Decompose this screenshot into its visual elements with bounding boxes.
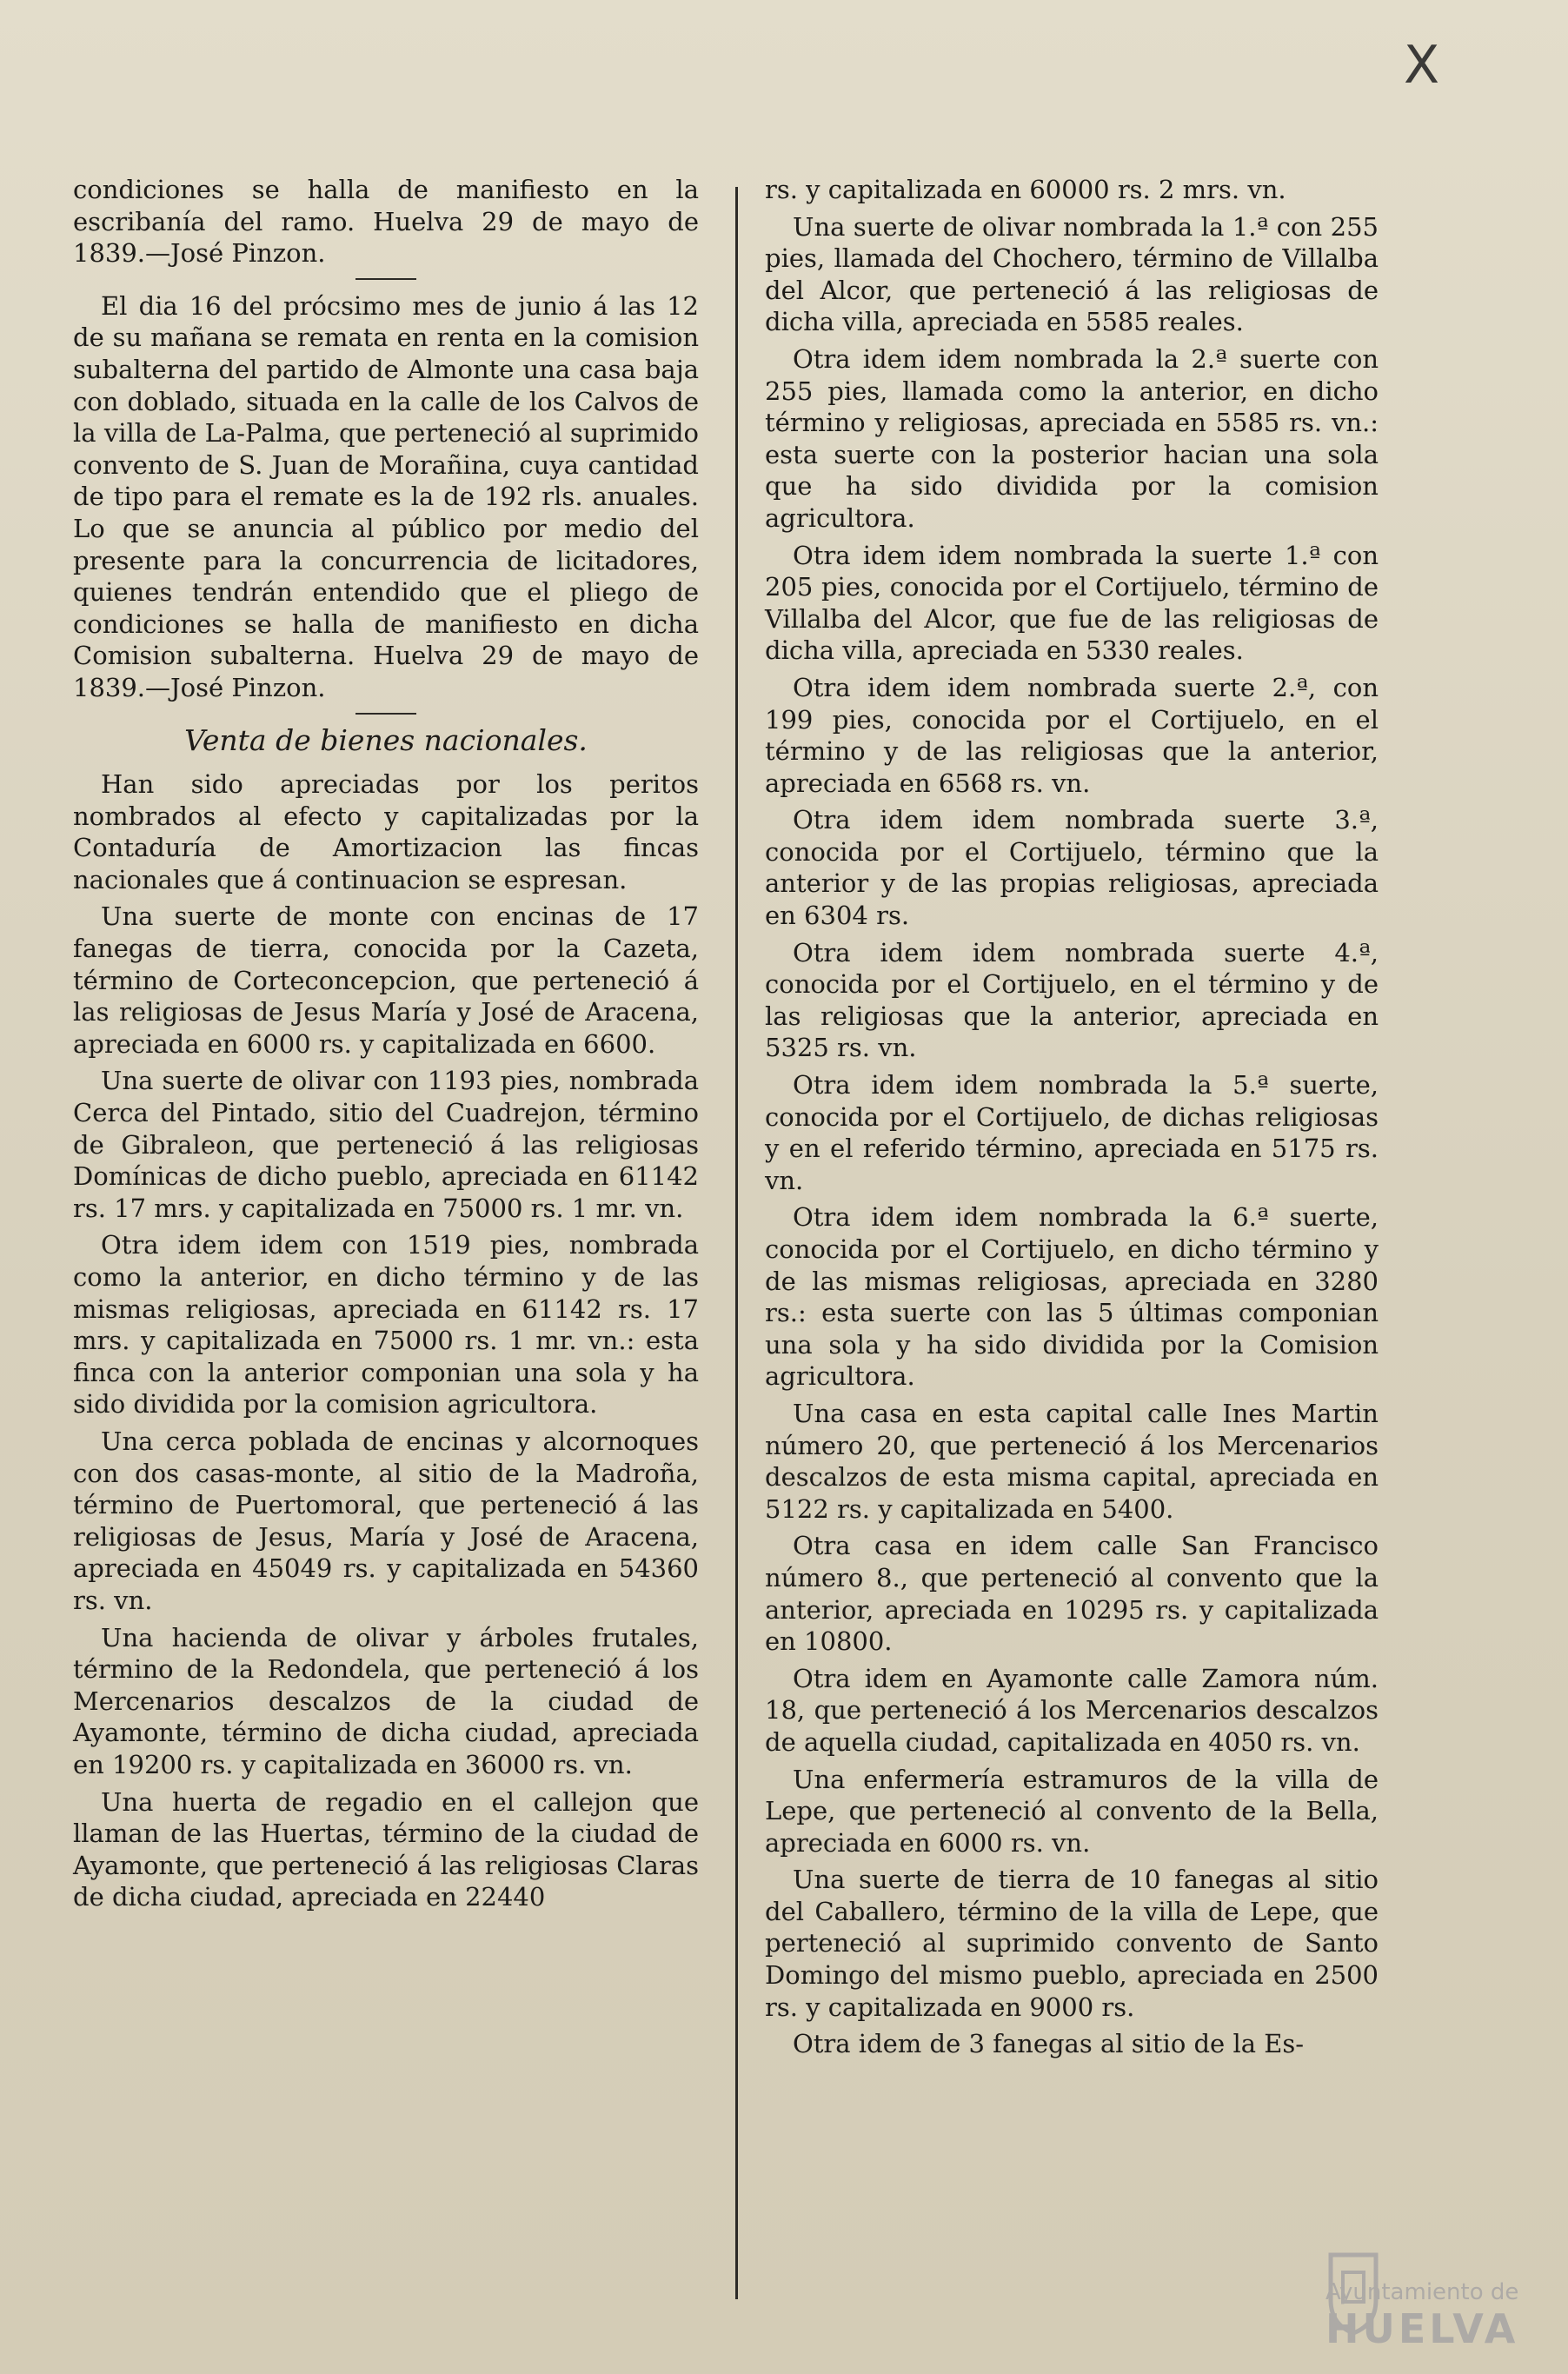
- paragraph: Otra idem idem nombrada la 6.ª suerte, conocida por el Cortijuelo, en dicho término y de las mismas religiosas, apreciada en 3280 rs.: esta suerte con las 5 últimas componian una sola y ha sido dividida por la Comision agricultora.: [765, 1202, 1379, 1392]
- separator: [355, 278, 416, 280]
- corner-handwritten-mark: X: [1404, 35, 1440, 96]
- paragraph: Otra idem en Ayamonte calle Zamora núm. 18, que perteneció á los Mercenarios descalzos de aquella ciudad, capitalizada en 4050 rs. vn.: [765, 1663, 1379, 1757]
- watermark-line1: Ayuntamiento de: [1325, 2279, 1519, 2305]
- paragraph: Otra idem idem nombrada suerte 3.ª, conocida por el Cortijuelo, término que la anterior y de las propias religiosas, apreciada en 6304 rs.: [765, 805, 1379, 931]
- left-column: [73, 174, 699, 1918]
- paragraph: Otra idem idem nombrada suerte 2.ª, con 199 pies, conocida por el Cortijuelo, en el término y de las religiosas que la anterior, apreciada en 6568 rs. vn.: [765, 672, 1379, 798]
- paragraph: Otra idem idem nombrada la 2.ª suerte con 255 pies, llamada como la anterior, en dicho término y religiosas, apreciada en 5585 rs. vn.: esta suerte con la posterior hacian una sola que ha sido dividida por la comision agricultora.: [765, 343, 1379, 533]
- paragraph: Otra idem idem nombrada la 5.ª suerte, conocida por el Cortijuelo, de dichas religiosas y en el referido término, apreciada en 5175 rs. vn.: [765, 1070, 1379, 1195]
- section-heading: Venta de bienes nacionales.: [184, 722, 588, 757]
- column-divider: [735, 187, 738, 2299]
- paragraph: Una suerte de tierra de 10 fanegas al sitio del Caballero, término de la villa de Lepe, que perteneció al suprimido convento de Santo Domingo del mismo pueblo, apreciada en 2500 rs. y capitalizada en 9000 rs.: [765, 1865, 1379, 2022]
- paragraph: Una cerca poblada de encinas y alcornoques con dos casas-monte, al sitio de la Madroña, término de Puertomoral, que perteneció á las religiosas de Jesus, María y José de Aracena, apreciada en 45049 rs. y capitalizada en 54360 rs. vn.: [73, 1426, 699, 1615]
- paragraph: Una hacienda de olivar y árboles frutales, término de la Redondela, que perteneció á los Mercenarios descalzos de la ciudad de Ayamonte, término de dicha ciudad, apreciada en 19200 rs. y capitalizada en 36000 rs. vn.: [73, 1622, 699, 1779]
- paragraph: Una enfermería estramuros de la villa de Lepe, que perteneció al convento de la Bella, apreciada en 6000 rs. vn.: [765, 1764, 1379, 1858]
- paragraph: Una suerte de olivar con 1193 pies, nombrada Cerca del Pintado, sitio del Cuadrejon, término de Gibraleon, que perteneció á las religiosas Domínicas de dicho pueblo, apreciada en 61142 rs. 17 mrs. y capitalizada en 75000 rs. 1 mr. vn.: [73, 1066, 699, 1223]
- paragraph: Otra idem idem nombrada suerte 4.ª, conocida por el Cortijuelo, en el término y de las religiosas que la anterior, apreciada en 5325 rs. vn.: [765, 937, 1379, 1063]
- paragraph: Una suerte de monte con encinas de 17 fanegas de tierra, conocida por la Cazeta, término de Corteconcepcion, que perteneció á las religiosas de Jesus María y José de Aracena, apreciada en 6000 rs. y capitalizada en 6600.: [73, 901, 699, 1059]
- paragraph: Han sido apreciadas por los peritos nombrados al efecto y capitalizadas por la Contaduría de Amortizacion las fincas nacionales que á continuacion se espresan.: [73, 769, 699, 894]
- paragraph: Una casa en esta capital calle Ines Martin número 20, que perteneció á los Mercenarios descalzos de esta misma capital, apreciada en 5122 rs. y capitalizada en 5400.: [765, 1398, 1379, 1524]
- paragraph: Otra casa en idem calle San Francisco número 8., que perteneció al convento que la anterior, apreciada en 10295 rs. y capitalizada en 10800.: [765, 1531, 1379, 1657]
- paragraph: Otra idem idem nombrada la suerte 1.ª con 205 pies, conocida por el Cortijuelo, término de Villalba del Alcor, que fue de las religiosas de dicha villa, apreciada en 5330 reales.: [765, 540, 1379, 666]
- separator: [355, 713, 416, 715]
- archive-watermark: [1325, 2241, 1568, 2371]
- paragraph: El dia 16 del prócsimo mes de junio á las 12 de su mañana se remata en renta en la comision subalterna del partido de Almonte una casa baja con doblado, situada en la calle de los Calvos de la villa de La-Palma, que perteneció al suprimido convento de S. Juan de Morañina, cuya cantidad de tipo para el remate es la de 192 rls. anuales. Lo que se anuncia al público por medio del presente para la concurrencia de licitadores, quienes tendrán entendido que el pliego de condiciones se halla de manifiesto en dicha Comision subalterna. Huelva 29 de mayo de 1839.—José Pinzon.: [73, 290, 699, 702]
- right-column: [765, 174, 1379, 2065]
- paragraph: Una suerte de olivar nombrada la 1.ª con 255 pies, llamada del Chochero, término de Villalba del Alcor, que perteneció á las religiosas de dicha villa, apreciada en 5585 reales.: [765, 211, 1379, 337]
- paragraph: condiciones se halla de manifiesto en la escribanía del ramo. Huelva 29 de mayo de 1839.—José Pinzon.: [73, 175, 699, 269]
- watermark-line2: HUELVA: [1325, 2305, 1519, 2352]
- paragraph: rs. y capitalizada en 60000 rs. 2 mrs. vn.: [765, 175, 1286, 204]
- paragraph: Una huerta de regadio en el callejon que llaman de las Huertas, término de la ciudad de Ayamonte, que perteneció á las religiosas Claras de dicha ciudad, apreciada en 22440: [73, 1786, 699, 1912]
- paragraph: Otra idem idem con 1519 pies, nombrada como la anterior, en dicho término y de las mismas religiosas, apreciada en 61142 rs. 17 mrs. y capitalizada en 75000 rs. 1 mr. vn.: esta finca con la anterior componian una sola y ha sido dividida por la comision agricultora.: [73, 1230, 699, 1420]
- paragraph: Otra idem de 3 fanegas al sitio de la Es-: [793, 2029, 1305, 2059]
